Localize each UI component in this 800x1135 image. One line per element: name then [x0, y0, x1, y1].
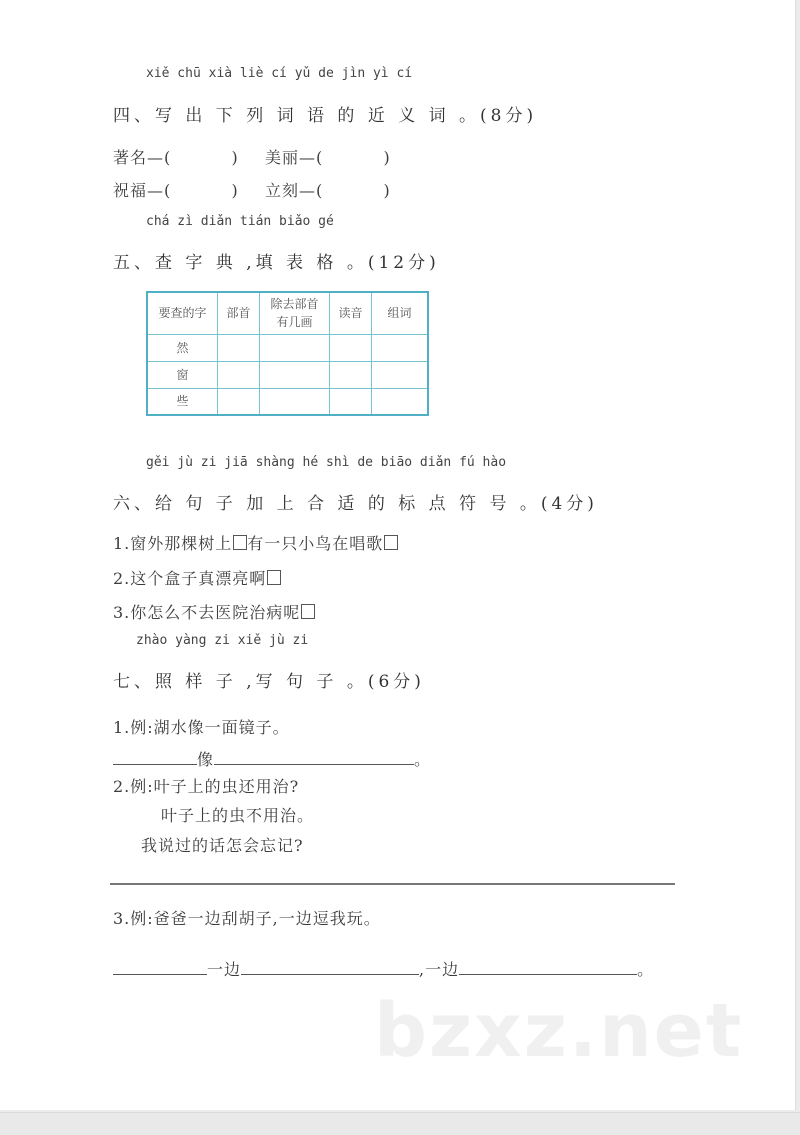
col-header-strokes-line2: 有几画 [276, 315, 313, 330]
period: 。 [637, 960, 655, 979]
sentence-part: 1.窗外那棵树上 [113, 534, 233, 553]
section4-heading: 四、写 出 下 列 词 语 的 近 义 词 。(8分) [113, 106, 538, 126]
page-gap [0, 1112, 800, 1135]
answer-line[interactable] [110, 883, 675, 885]
answer-blank[interactable] [459, 958, 637, 975]
punctuation-item-3 [113, 600, 315, 623]
cell-pronunciation[interactable] [330, 334, 372, 361]
connector-word: 一边 [207, 960, 242, 979]
table-row [147, 334, 428, 361]
section5-pinyin: chá zì diǎn tián biǎo gé [146, 214, 334, 229]
punctuation-item-1 [113, 531, 398, 554]
punctuation-box[interactable] [267, 570, 281, 585]
answer-blank[interactable] [241, 958, 419, 975]
connector-word: ,一边 [419, 960, 460, 979]
col-header-char: 要查的字 [147, 292, 218, 334]
col-header-pronunciation: 读音 [330, 292, 372, 334]
synonym-item-3 [113, 178, 239, 201]
synonym-word: 祝福—( [113, 181, 172, 200]
table-row [147, 361, 428, 388]
section5-heading: 五、查 字 典 ,填 表 格 。(12分) [113, 253, 440, 273]
answer-blank[interactable] [214, 748, 414, 765]
row-char: 些 [147, 388, 218, 415]
section6-pinyin: gěi jù zi jiā shàng hé shì de biāo diǎn fú hào [146, 455, 507, 470]
cell-pronunciation[interactable] [330, 388, 372, 415]
synonym-word: 著名—( [113, 148, 172, 167]
punctuation-item-2 [113, 566, 281, 589]
close-paren: ) [231, 181, 239, 200]
cell-radical[interactable] [218, 361, 260, 388]
example-2-answer: 叶子上的虫不用治。 [161, 806, 315, 825]
period: 。 [414, 750, 432, 769]
row-char: 窗 [147, 361, 218, 388]
cell-radical[interactable] [218, 388, 260, 415]
cell-words[interactable] [372, 334, 429, 361]
dictionary-table [146, 291, 429, 416]
cell-strokes[interactable] [260, 388, 330, 415]
punctuation-box[interactable] [384, 535, 398, 550]
section6-heading: 六、给 句 子 加 上 合 适 的 标 点 符 号 。(4分) [113, 494, 598, 514]
cell-radical[interactable] [218, 334, 260, 361]
synonym-word: 立刻—( [265, 181, 324, 200]
close-paren: ) [383, 148, 391, 167]
cell-strokes[interactable] [260, 334, 330, 361]
example-3-answer [113, 957, 654, 980]
col-header-radical: 部首 [218, 292, 260, 334]
example-2-question: 我说过的话怎会忘记? [141, 836, 304, 855]
close-paren: ) [231, 148, 239, 167]
watermark: bzxz.net [374, 988, 744, 1074]
punctuation-box[interactable] [301, 604, 315, 619]
example-1: 1.例:湖水像一面镜子。 [113, 718, 290, 737]
answer-blank[interactable] [113, 748, 197, 765]
synonym-item-1 [113, 145, 239, 168]
table-row [147, 388, 428, 415]
sentence-part: 有一只小鸟在唱歌 [247, 534, 384, 553]
sentence-part: 2.这个盒子真漂亮啊 [113, 569, 267, 588]
section4-pinyin: xiě chū xià liè cí yǔ de jìn yì cí [146, 66, 413, 81]
sentence-part: 3.你怎么不去医院治病呢 [113, 603, 301, 622]
synonym-item-4 [265, 178, 391, 201]
col-header-words: 组词 [372, 292, 429, 334]
cell-words[interactable] [372, 361, 429, 388]
example-3: 3.例:爸爸一边刮胡子,一边逗我玩。 [113, 909, 381, 928]
example-1-answer [113, 747, 431, 770]
section7-pinyin: zhào yàng zi xiě jù zi [136, 633, 309, 648]
cell-words[interactable] [372, 388, 429, 415]
col-header-strokes [260, 292, 330, 334]
col-header-strokes-line1: 除去部首 [270, 297, 319, 312]
synonym-word: 美丽—( [265, 148, 324, 167]
answer-blank[interactable] [113, 958, 207, 975]
cell-pronunciation[interactable] [330, 361, 372, 388]
cell-strokes[interactable] [260, 361, 330, 388]
table-header-row [147, 292, 428, 334]
synonym-item-2 [265, 145, 391, 168]
punctuation-box[interactable] [233, 535, 247, 550]
example-2: 2.例:叶子上的虫还用治? [113, 777, 300, 796]
close-paren: ) [383, 181, 391, 200]
row-char: 然 [147, 334, 218, 361]
connector-word: 像 [197, 750, 215, 769]
section7-heading: 七、照 样 子 ,写 句 子 。(6分) [113, 672, 425, 692]
